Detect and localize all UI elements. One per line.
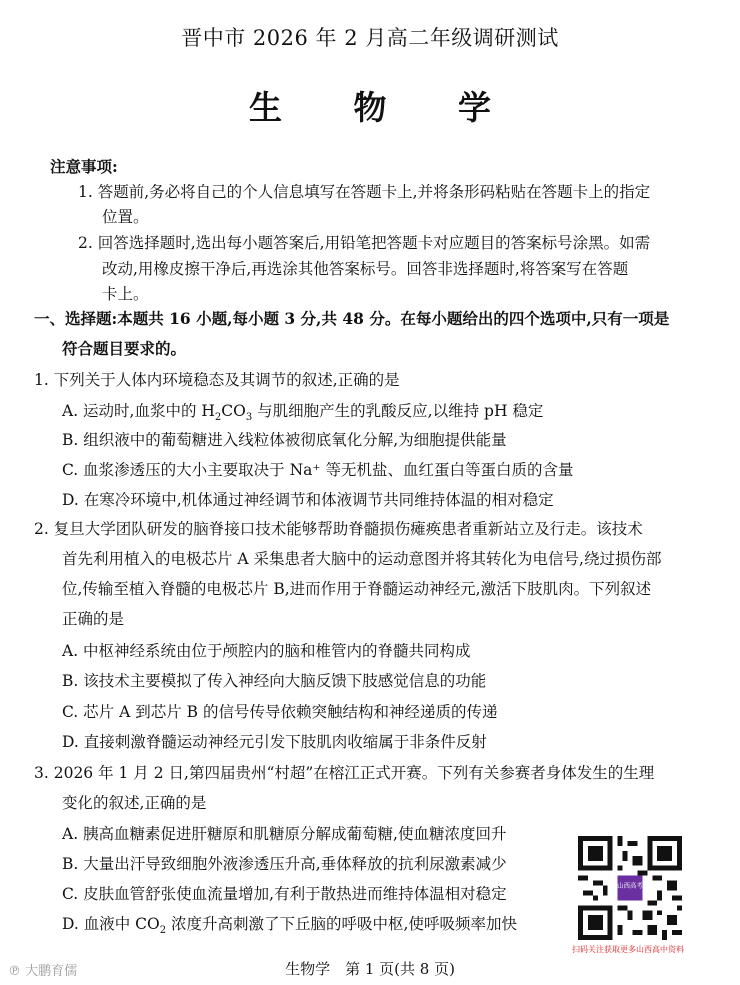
q3-option-d: D. 血液中 $CO_2$ 浓度升高刺激了下丘脑的呼吸中枢,使呼吸频率加快 [62,915,517,937]
q1-option-d: D. 在寒冷环境中,机体通过神经调节和体液调节共同维持体温的相对稳定 [62,491,554,509]
section-heading-cont: 符合题目要求的。 [62,339,187,358]
notice-item: 改动,用橡皮擦干净后,再选涂其他答案标号。回答非选择题时,将答案写在答题 [102,260,629,278]
subject-title: 生 物 学 [249,88,521,127]
q1-option-a: A. 运动时,血浆中的 $H_2CO_3$ 与肌细胞产生的乳酸反应,以维持 pH 稳定 [62,402,544,424]
q2-option-b: B. 该技术主要模拟了传入神经向大脑反馈下肢感觉信息的功能 [62,672,487,690]
q2-stem: 正确的是 [62,610,125,628]
qr-center-label: 山西高考 [617,881,643,890]
watermark: ℗ 大鹏育儒 [8,964,78,979]
q3-option-b: B. 大量出汗导致细胞外液渗透压升高,垂体释放的抗利尿激素减少 [62,855,507,873]
section-heading: 一、选择题:本题共 16 小题,每小题 3 分,共 48 分。在每小题给出的四个选项中,只有一项是 [34,309,670,328]
q1-option-b: B. 组织液中的葡萄糖进入线粒体被彻底氧化分解,为细胞提供能量 [62,431,507,449]
notice-title: 注意事项: [50,157,118,176]
q1-option-c: C. 血浆渗透压的大小主要取决于 Na⁺ 等无机盐、血红蛋白等蛋白质的含量 [62,461,574,479]
notice-item: 位置。 [102,208,149,226]
qr-caption: 扫码关注获取更多山西高中资料 [572,945,684,954]
q2-stem: 2. 复旦大学团队研发的脑脊接口技术能够帮助脊髓损伤瘫痪患者重新站立及行走。该技术 [34,520,643,538]
qr-code[interactable] [578,836,682,940]
notice-item: 卡上。 [102,285,149,303]
q3-stem: 变化的叙述,正确的是 [62,794,207,812]
q2-option-d: D. 直接刺激脊髓运动神经元引发下肢肌肉收缩属于非条件反射 [62,733,487,751]
q1-stem: 1. 下列关于人体内环境稳态及其调节的叙述,正确的是 [34,371,400,389]
q2-stem: 首先利用植入的电极芯片 A 采集患者大脑中的运动意图并将其转化为电信号,绕过损伤部 [62,550,662,568]
q3-stem: 3. 2026 年 1 月 2 日,第四届贵州“村超”在榕江正式开赛。下列有关参赛者身体发生的生理 [34,764,655,782]
exam-title: 晋中市 2026 年 2 月高二年级调研测试 [181,26,559,50]
q3-option-a: A. 胰高血糖素促进肝糖原和肌糖原分解成葡萄糖,使血糖浓度回升 [62,825,507,843]
page-footer: 生物学 第 1 页(共 8 页) [285,960,455,978]
q2-option-a: A. 中枢神经系统由位于颅腔内的脑和椎管内的脊髓共同构成 [62,642,471,660]
notice-item: 1. 答题前,务必将自己的个人信息填写在答题卡上,并将条形码粘贴在答题卡上的指定 [78,183,651,201]
qr-code-icon [578,836,682,940]
q3-option-c: C. 皮肤血管舒张使血流量增加,有利于散热进而维持体温相对稳定 [62,885,507,903]
q2-option-c: C. 芯片 A 到芯片 B 的信号传导依赖突触结构和神经递质的传递 [62,703,498,721]
q2-stem: 位,传输至植入脊髓的电极芯片 B,进而作用于脊髓运动神经元,激活下肢肌肉。下列叙述 [62,580,652,598]
notice-item: 2. 回答选择题时,选出每小题答案后,用铅笔把答题卡对应题目的答案标号涂黑。如需 [78,234,651,252]
